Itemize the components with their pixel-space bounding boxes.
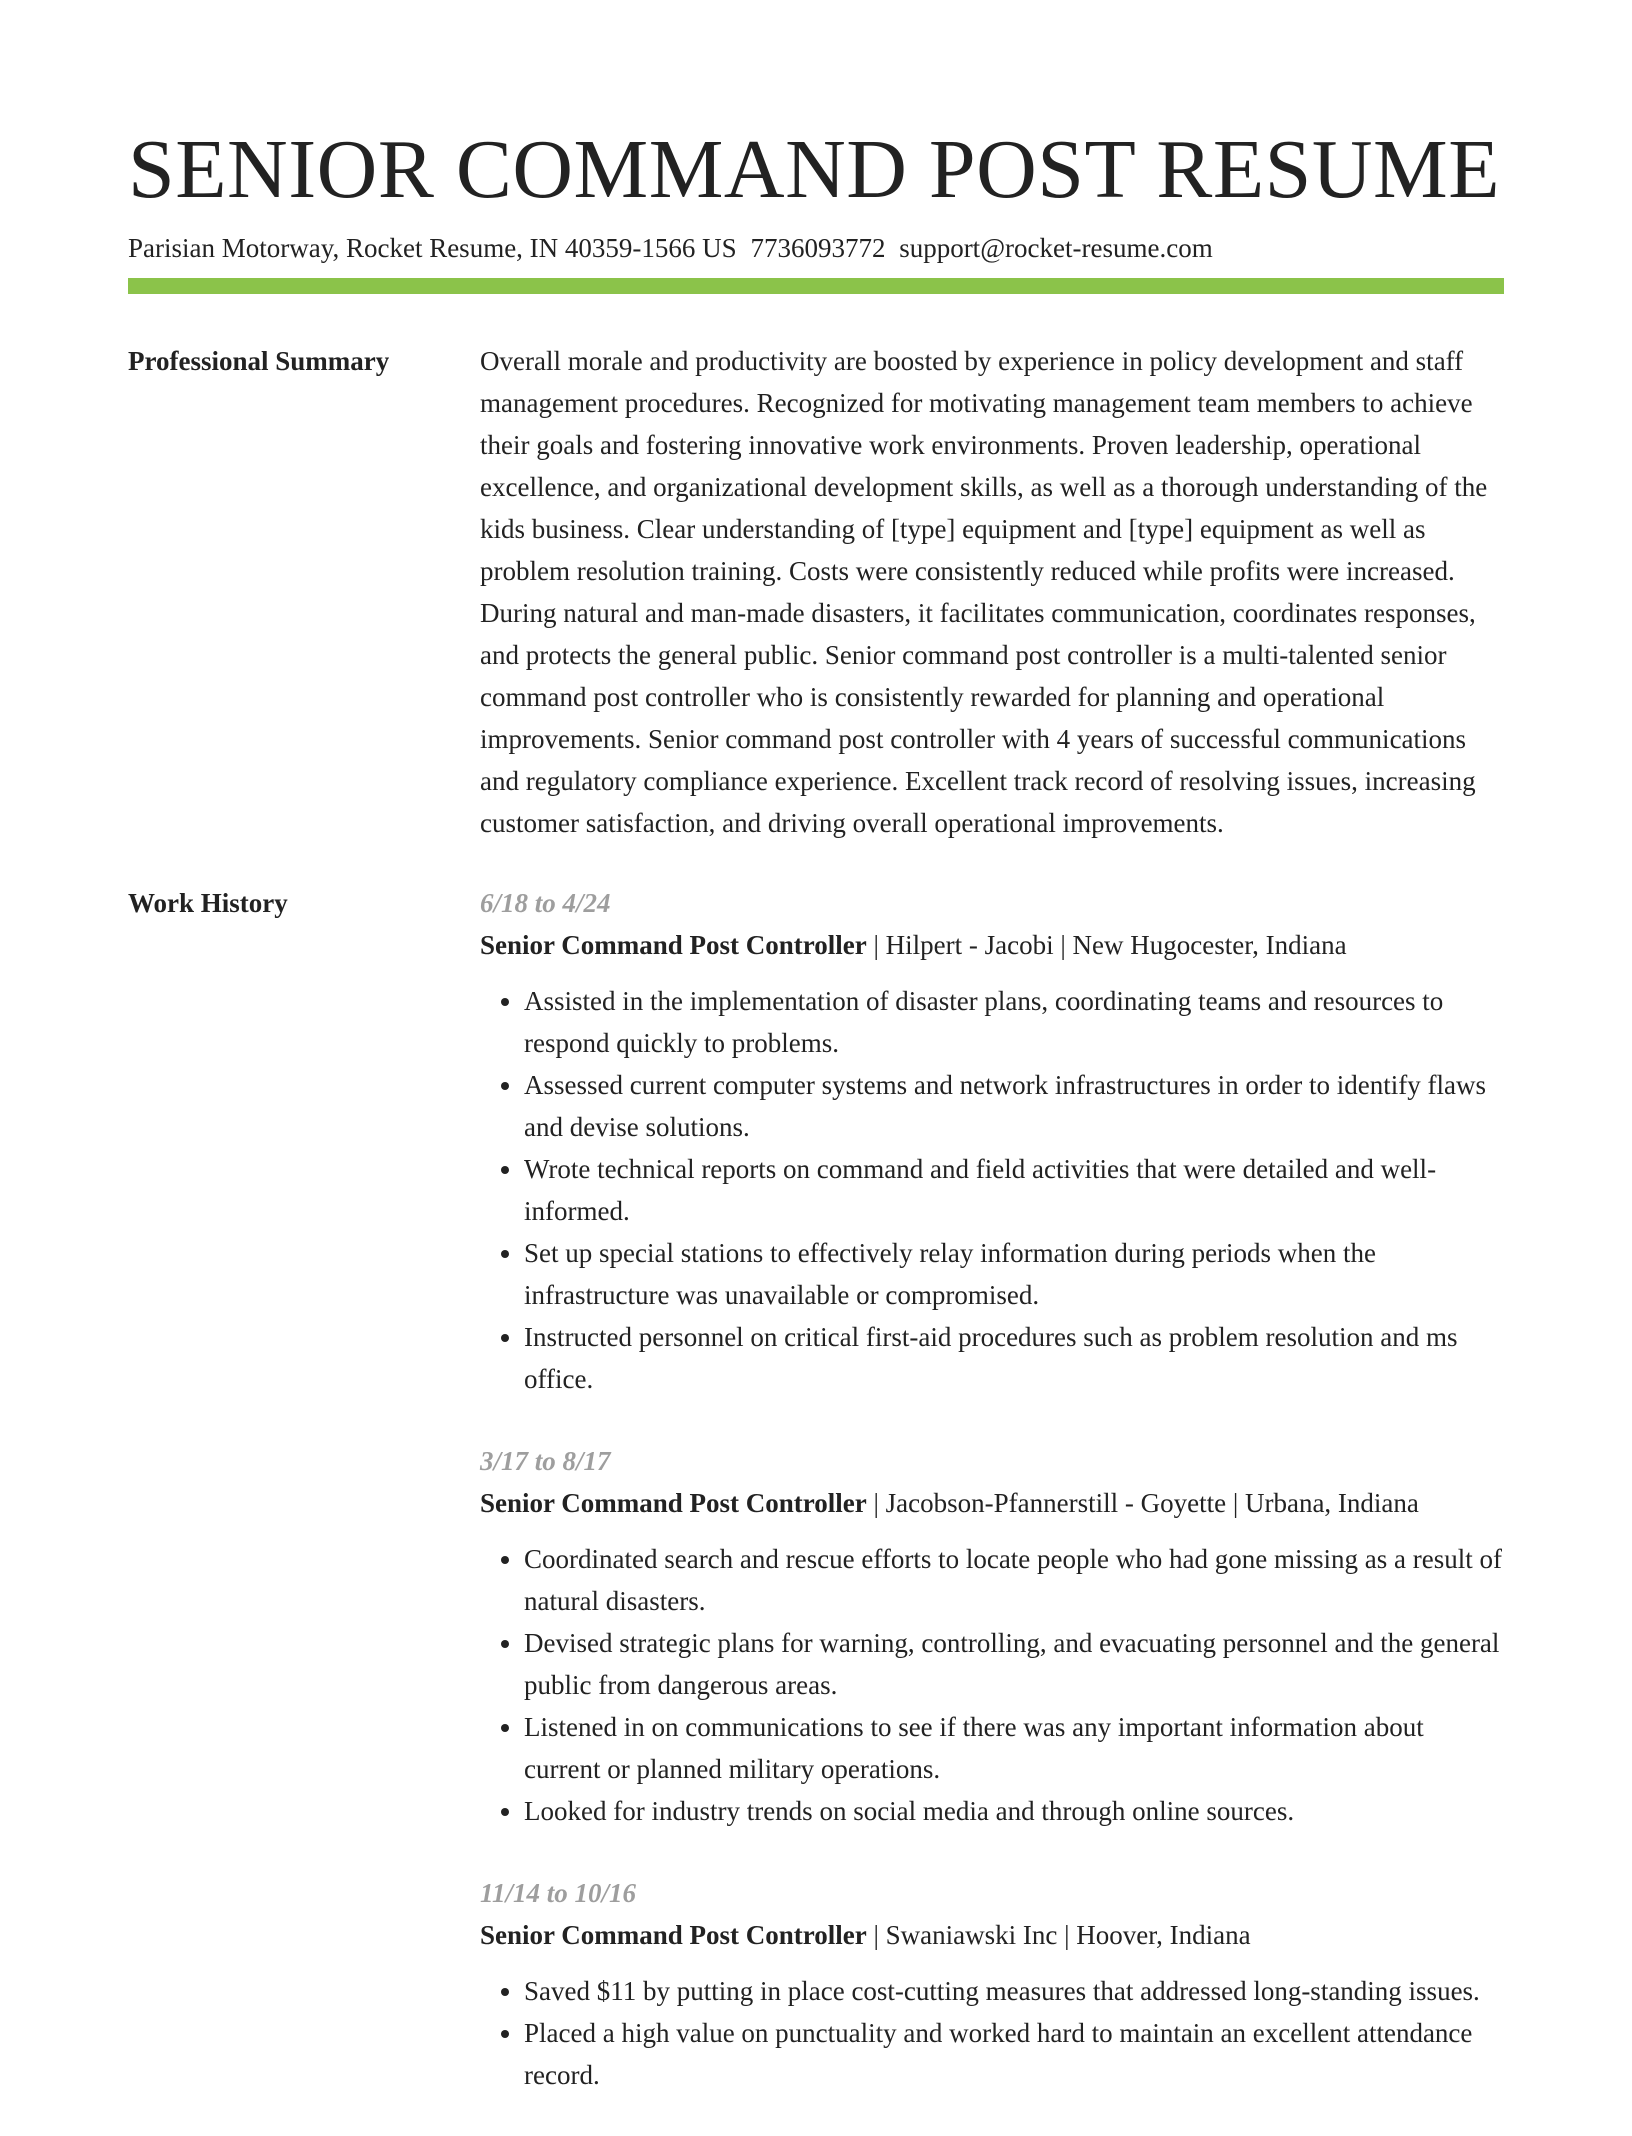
job-bullet: • Assisted in the implementation of disaster plans, coordinating teams and resources to respond quickly to problems. xyxy=(524,980,1504,1064)
job-bullet: • Set up special stations to effectively relay information during periods when the infrastructure was unavailable or compromised. xyxy=(524,1232,1504,1316)
job-title: Senior Command Post Controller xyxy=(480,1920,867,1950)
job-details: | Hilpert - Jacobi | New Hugocester, Indiana xyxy=(866,930,1347,960)
summary-text: Overall morale and productivity are boosted by experience in policy development and staff management procedures. Recognized for motivating management team members to achieve their goals and fostering innovative work environments. Proven leadership, operational excellence, and organizational development skills, as well as a thorough understanding of the kids business. Clear understanding of [type] equipment and [type] equipment as well as problem resolution training. Costs were consistently reduced while profits were increased. During natural and man-made disasters, it facilitates communication, coordinates responses, and protects the general public. Senior command post controller is a multi-talented senior command post controller who is consistently rewarded for planning and operational improvements. Senior command post controller with 4 years of successful communications and regulatory compliance experience. Excellent track record of resolving issues, increasing customer satisfaction, and driving overall operational improvements. xyxy=(480,346,1488,838)
contact-email: support@rocket-resume.com xyxy=(899,233,1213,263)
resume-title: SENIOR COMMAND POST RESUME xyxy=(128,123,1501,216)
job-bullet: • Coordinated search and rescue efforts to locate people who had gone missing as a result of natural disasters. xyxy=(524,1538,1504,1622)
contact-line xyxy=(128,230,1504,266)
job-details: | Jacobson-Pfannerstill - Goyette | Urbana, Indiana xyxy=(866,1488,1419,1518)
job-bullet: • Placed a high value on punctuality and worked hard to maintain an excellent attendance record. xyxy=(524,2012,1504,2096)
job-dates: 11/14 to 10/16 xyxy=(480,1878,637,1908)
work-history-label: Work History xyxy=(128,888,288,918)
summary-body xyxy=(480,340,1504,844)
work-history-section xyxy=(128,882,1504,2136)
job-bullet: • Instructed personnel on critical first-aid procedures such as problem resolution and ms office. xyxy=(524,1316,1504,1400)
job-title-line xyxy=(480,924,1504,966)
job-bullet: • Devised strategic plans for warning, controlling, and evacuating personnel and the general public from dangerous areas. xyxy=(524,1622,1504,1706)
job-bullet: • Looked for industry trends on social media and through online sources. xyxy=(524,1790,1504,1832)
job-bullet: • Assessed current computer systems and network infrastructures in order to identify flaws and devise solutions. xyxy=(524,1064,1504,1148)
job-bullets xyxy=(480,1538,1504,1832)
job-title-line xyxy=(480,1914,1504,1956)
job-dates: 6/18 to 4/24 xyxy=(480,888,611,918)
summary-label: Professional Summary xyxy=(128,346,390,376)
job-title: Senior Command Post Controller xyxy=(480,930,867,960)
contact-phone: 7736093772 xyxy=(750,233,886,263)
job-title: Senior Command Post Controller xyxy=(480,1488,867,1518)
job-entry xyxy=(480,882,1504,1400)
job-bullet: • Saved $11 by putting in place cost-cutting measures that addressed long-standing issues. xyxy=(524,1970,1504,2012)
job-bullet: • Listened in on communications to see if there was any important information about current or planned military operations. xyxy=(524,1706,1504,1790)
job-bullets xyxy=(480,980,1504,1400)
job-entry xyxy=(480,1440,1504,1832)
contact-address: Parisian Motorway, Rocket Resume, IN 40359-1566 US xyxy=(128,233,737,263)
header-divider xyxy=(128,278,1504,294)
work-history-body xyxy=(480,882,1504,2136)
job-title-line xyxy=(480,1482,1504,1524)
job-bullet: • Wrote technical reports on command and field activities that were detailed and well-informed. xyxy=(524,1148,1504,1232)
job-details: | Swaniawski Inc | Hoover, Indiana xyxy=(866,1920,1251,1950)
job-entry xyxy=(480,1872,1504,2096)
job-bullets xyxy=(480,1970,1504,2096)
job-dates: 3/17 to 8/17 xyxy=(480,1446,611,1476)
summary-section xyxy=(128,340,1504,844)
resume-page xyxy=(128,120,1504,2136)
